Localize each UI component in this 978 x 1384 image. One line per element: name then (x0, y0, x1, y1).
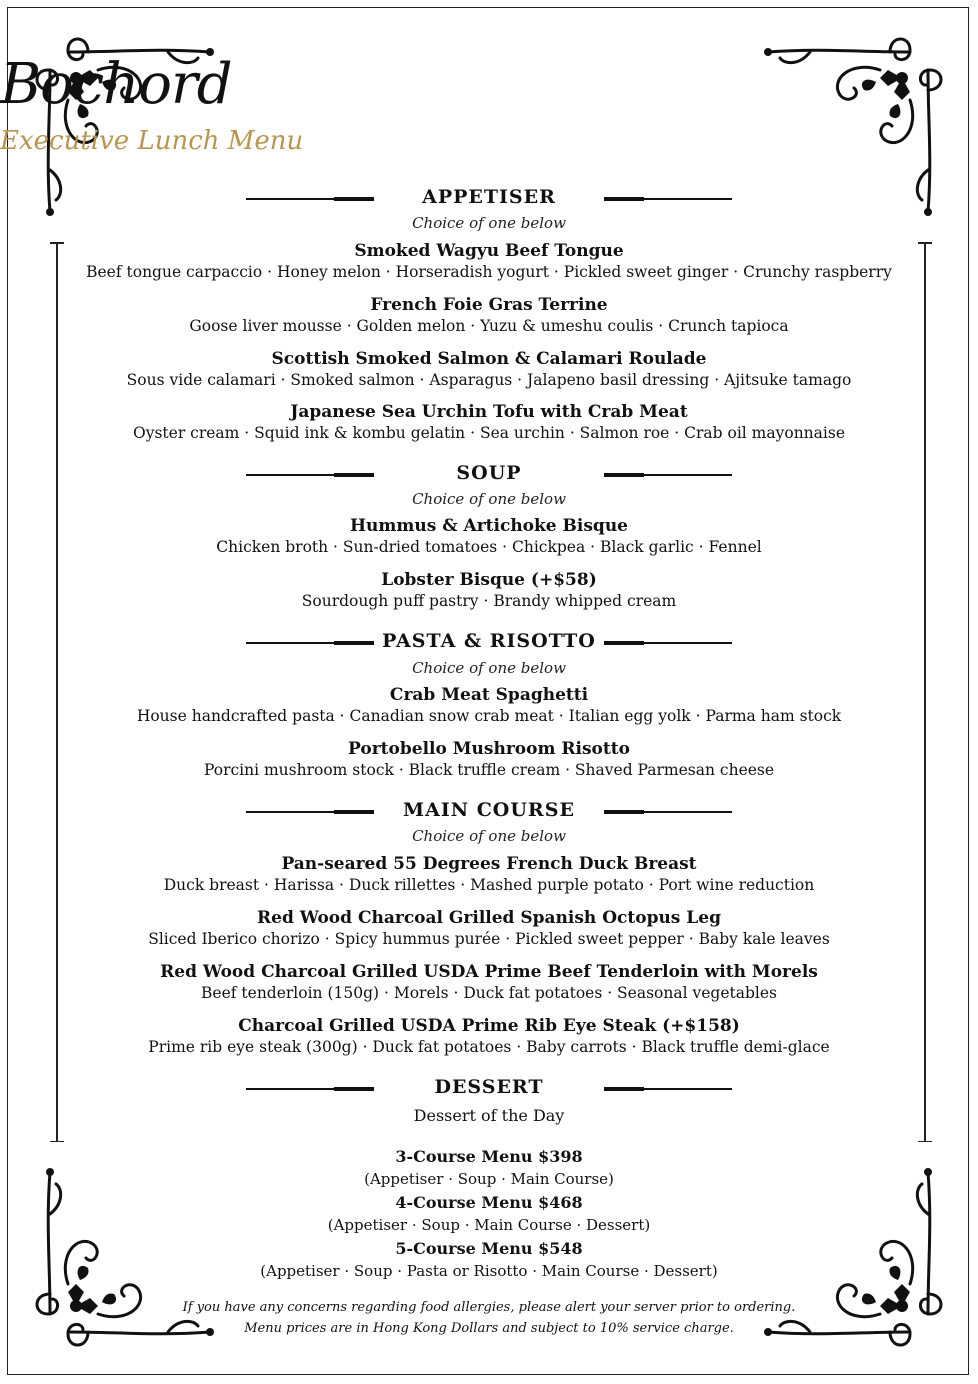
dish-name: Charcoal Grilled USDA Prime Rib Eye Steak (+$158) (238, 1016, 740, 1036)
service-charge-note: Menu prices are in Hong Kong Dollars and subject to 10% service charge. (244, 1321, 734, 1336)
menu-item (0, 295, 978, 337)
divider-line (604, 642, 732, 644)
section-title: SOUP (456, 462, 522, 484)
dish-description: Chicken broth · Sun-dried tomatoes · Chickpea · Black garlic · Fennel (216, 538, 762, 556)
dish-description: Goose liver mousse · Golden melon · Yuzu & umeshu coulis · Crunch tapioca (189, 317, 789, 335)
menu-item (0, 962, 978, 1004)
section-header-appetiser (0, 186, 978, 208)
course-price-desc: (Appetiser · Soup · Main Course) (364, 1170, 614, 1188)
choice-note: Choice of one below (412, 659, 566, 677)
dish-description: House handcrafted pasta · Canadian snow crab meat · Italian egg yolk · Parma ham stock (136, 707, 842, 725)
allergy-note: If you have any concerns regarding food allergies, please alert your server prior to ordering. (182, 1300, 796, 1315)
dish-name: Scottish Smoked Salmon & Calamari Roulade (271, 349, 707, 369)
menu-item (0, 402, 978, 444)
dish-description: Sous vide calamari · Smoked salmon · Asparagus · Jalapeno basil dressing · Ajitsuke tamago (126, 371, 852, 389)
dish-name: French Foie Gras Terrine (370, 295, 608, 315)
dish-name: Portobello Mushroom Risotto (348, 739, 630, 759)
menu-item (0, 854, 978, 896)
divider-line (246, 198, 374, 200)
dish-name: Lobster Bisque (+$58) (381, 570, 597, 590)
menu-item (0, 685, 978, 727)
section-title: APPETISER (422, 186, 556, 208)
section-header-soup (0, 462, 978, 484)
choice-note: Choice of one below (412, 827, 566, 845)
divider-line (246, 642, 374, 644)
section-header-dessert (0, 1076, 978, 1098)
divider-line (246, 1088, 374, 1090)
choice-note: Choice of one below (412, 490, 566, 508)
dish-description: Beef tongue carpaccio · Honey melon · Horseradish yogurt · Pickled sweet ginger · Crunchy raspberry (86, 263, 892, 281)
dish-description: Oyster cream · Squid ink & kombu gelatin · Sea urchin · Salmon roe · Crab oil mayonnaise (133, 424, 845, 442)
dish-name: Pan-seared 55 Degrees French Duck Breast (281, 854, 697, 874)
menu-item (0, 739, 978, 781)
section-title: PASTA & RISOTTO (382, 630, 596, 652)
dish-description: Duck breast · Harissa · Duck rillettes · Mashed purple potato · Port wine reduction (163, 876, 815, 894)
menu-item (0, 516, 978, 558)
dish-description: Prime rib eye steak (300g) · Duck fat potatoes · Baby carrots · Black truffle demi-glace (148, 1038, 830, 1056)
dish-name: Red Wood Charcoal Grilled Spanish Octopus Leg (257, 908, 721, 928)
course-price (0, 1192, 978, 1236)
dish-name: Red Wood Charcoal Grilled USDA Prime Beef Tenderloin with Morels (160, 962, 818, 982)
course-price-name: 4-Course Menu $468 (395, 1193, 583, 1212)
dish-description: Beef tenderloin (150g) · Morels · Duck fat potatoes · Seasonal vegetables (201, 984, 777, 1002)
dish-name: Japanese Sea Urchin Tofu with Crab Meat (290, 402, 688, 422)
dish-description: Sliced Iberico chorizo · Spicy hummus purée · Pickled sweet pepper · Baby kale leaves (148, 930, 830, 948)
menu-item (0, 570, 978, 612)
restaurant-logo: Bochord (0, 52, 232, 117)
course-price (0, 1146, 978, 1190)
dish-description: Porcini mushroom stock · Black truffle cream · Shaved Parmesan cheese (203, 761, 775, 779)
section-header-main-course (0, 799, 978, 821)
section-title: MAIN COURSE (403, 799, 575, 821)
divider-line (604, 198, 732, 200)
course-price (0, 1238, 978, 1282)
divider-line (246, 811, 374, 813)
dish-name: Hummus & Artichoke Bisque (350, 516, 628, 536)
menu-item (0, 1016, 978, 1058)
menu-item (0, 908, 978, 950)
dessert-of-the-day: Dessert of the Day (413, 1106, 565, 1125)
divider-line (246, 474, 374, 476)
menu-item (0, 349, 978, 391)
divider-line (604, 1088, 732, 1090)
menu-item (0, 241, 978, 283)
dish-description: Sourdough puff pastry · Brandy whipped cream (301, 592, 677, 610)
dish-name: Crab Meat Spaghetti (389, 685, 589, 705)
divider-line (604, 474, 732, 476)
choice-note: Choice of one below (412, 214, 566, 232)
course-price-name: 3-Course Menu $398 (395, 1147, 583, 1166)
section-title: DESSERT (434, 1076, 544, 1098)
dish-name: Smoked Wagyu Beef Tongue (354, 241, 624, 261)
divider-line (604, 811, 732, 813)
menu-subtitle: Executive Lunch Menu (0, 126, 304, 156)
course-price-name: 5-Course Menu $548 (395, 1239, 583, 1258)
course-price-desc: (Appetiser · Soup · Main Course · Dessert) (327, 1216, 651, 1234)
section-header-pasta-risotto (0, 630, 978, 652)
course-price-desc: (Appetiser · Soup · Pasta or Risotto · Main Course · Dessert) (260, 1262, 718, 1280)
